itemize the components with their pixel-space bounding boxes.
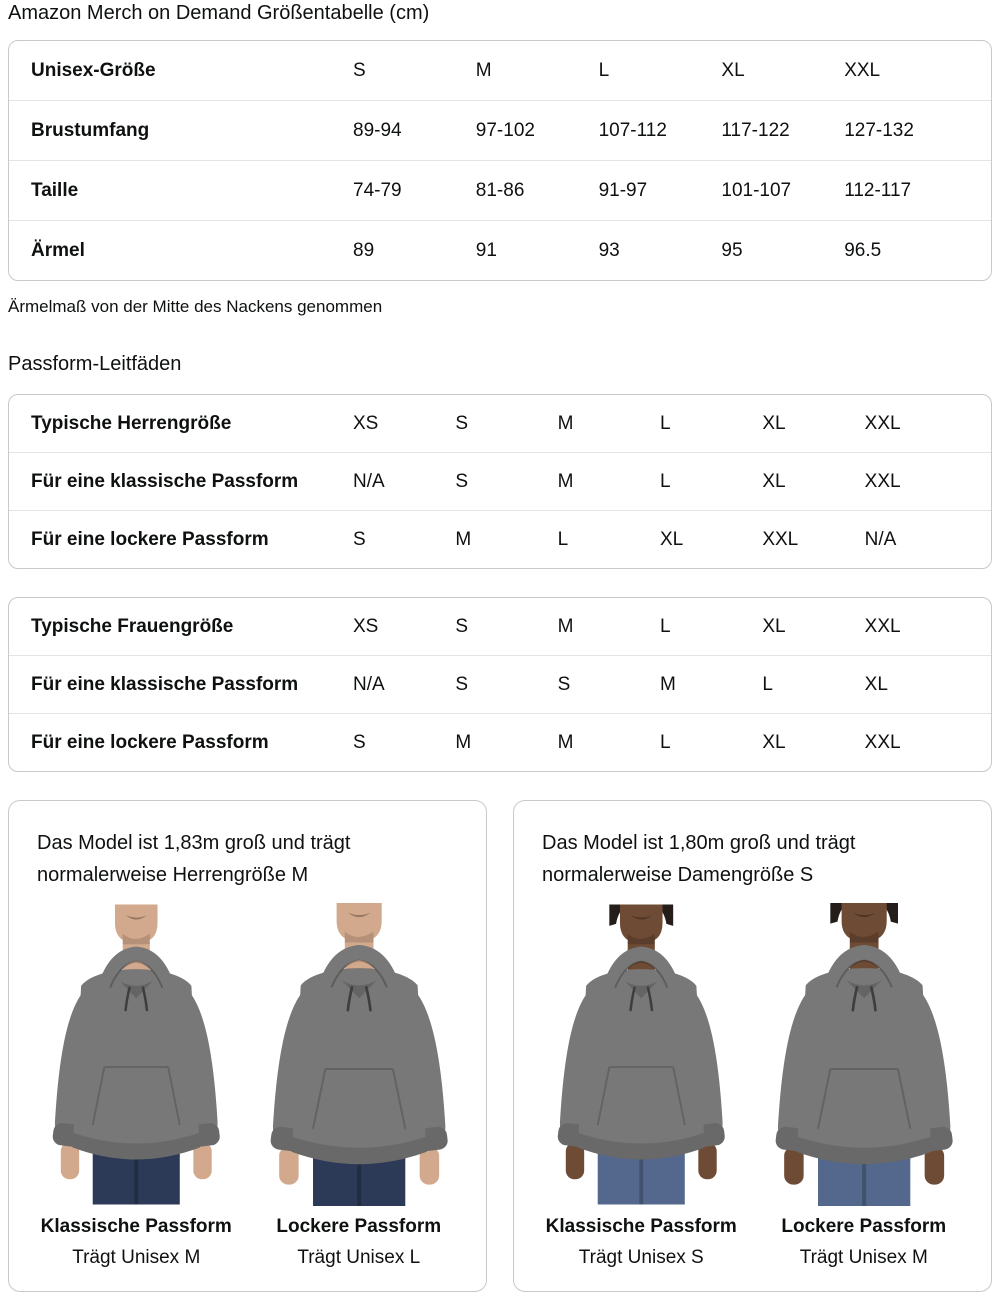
- cell-value: M: [557, 470, 574, 492]
- cell-value: XL: [762, 615, 786, 637]
- female-model-hoodie-image: [753, 903, 976, 1206]
- cell-value: 91-97: [598, 179, 648, 201]
- table-row-waist: [9, 160, 991, 220]
- row-label: Ärmel: [31, 239, 85, 261]
- cell-value: 127-132: [844, 119, 914, 141]
- size-col: XXL: [844, 59, 881, 81]
- model-description: Das Model ist 1,80m groß und trägt normalerweise Damengröße S: [542, 832, 856, 886]
- mens-fit-table: [8, 394, 992, 569]
- table-row-womens-loose: [9, 713, 991, 771]
- cell-value: S: [557, 673, 571, 695]
- fit-guides-heading: Passform-Leitfäden: [8, 353, 182, 375]
- table-row-mens-typical: [9, 395, 991, 452]
- cell-value: XL: [762, 412, 786, 434]
- cell-value: XS: [353, 615, 379, 637]
- model-photos: [25, 903, 470, 1269]
- table-row-mens-loose: [9, 510, 991, 568]
- cell-value: N/A: [353, 470, 385, 492]
- fit-caption: Klassische Passform: [545, 1216, 737, 1237]
- male-model-hoodie-image: [25, 903, 248, 1206]
- cell-value: 81-86: [475, 179, 525, 201]
- table-row-sleeve: [9, 220, 991, 280]
- model-card-men: [8, 800, 487, 1292]
- cell-value: S: [353, 731, 366, 753]
- cell-value: 107-112: [598, 119, 667, 141]
- cell-value: L: [660, 412, 671, 434]
- cell-value: 74-79: [353, 179, 402, 201]
- cell-value: L: [762, 673, 773, 695]
- cell-value: L: [660, 470, 671, 492]
- page-title: Amazon Merch on Demand Größentabelle (cm): [8, 2, 430, 24]
- cell-value: 91: [475, 239, 497, 261]
- row-label: Typische Frauengröße: [31, 615, 234, 637]
- fit-caption: Lockere Passform: [781, 1216, 947, 1237]
- size-table-header-row: [9, 41, 991, 100]
- fit-caption: Klassische Passform: [40, 1216, 232, 1237]
- cell-value: XS: [353, 412, 379, 434]
- cell-value: 93: [598, 239, 620, 261]
- row-label: Typische Herrengröße: [31, 412, 232, 434]
- size-col: L: [598, 59, 610, 81]
- row-label: Für eine klassische Passform: [31, 673, 299, 695]
- cell-value: XL: [660, 528, 684, 550]
- model-card-women: [513, 800, 992, 1292]
- cell-value: L: [557, 528, 569, 550]
- cell-value: XL: [864, 673, 888, 695]
- cell-value: M: [557, 412, 574, 434]
- model-description: Das Model ist 1,83m groß und trägt normalerweise Herrengröße M: [37, 832, 351, 886]
- row-label: Für eine lockere Passform: [31, 528, 269, 550]
- womens-fit-table: [8, 597, 992, 772]
- cell-value: M: [455, 528, 472, 550]
- cell-value: XXL: [864, 470, 901, 492]
- cell-value: M: [455, 731, 472, 753]
- cell-value: 89: [353, 239, 375, 261]
- cell-value: XL: [762, 731, 786, 753]
- cell-value: 112-117: [844, 179, 912, 201]
- cell-value: N/A: [864, 528, 897, 550]
- cell-value: 96.5: [844, 239, 882, 261]
- size-col: S: [353, 59, 366, 81]
- cell-value: S: [455, 470, 469, 492]
- model-cards: [8, 800, 992, 1292]
- cell-value: N/A: [353, 673, 385, 695]
- cell-value: 97-102: [475, 119, 535, 141]
- size-caption: Trägt Unisex L: [297, 1247, 421, 1268]
- row-label: Taille: [31, 179, 79, 201]
- model-photo-female-loose: [753, 903, 976, 1269]
- row-label: Unisex-Größe: [31, 59, 156, 81]
- size-caption: Trägt Unisex S: [578, 1247, 704, 1268]
- table-row-mens-classic: [9, 452, 991, 510]
- table-row-womens-typical: [9, 598, 991, 655]
- cell-value: 101-107: [721, 179, 792, 201]
- cell-value: XXL: [762, 528, 799, 550]
- cell-value: 117-122: [721, 119, 790, 141]
- cell-value: L: [660, 615, 671, 637]
- size-col: M: [475, 59, 492, 81]
- sleeve-measure-note: Ärmelmaß von der Mitte des Nackens genommen: [8, 297, 383, 316]
- size-caption: Trägt Unisex M: [799, 1247, 928, 1268]
- cell-value: M: [557, 615, 574, 637]
- fit-caption: Lockere Passform: [276, 1216, 442, 1237]
- cell-value: M: [660, 673, 676, 695]
- model-photo-male-loose: [248, 903, 471, 1269]
- female-model-hoodie-image: [530, 903, 753, 1206]
- model-photo-female-classic: [530, 903, 753, 1269]
- cell-value: XXL: [864, 412, 901, 434]
- cell-value: S: [455, 615, 469, 637]
- cell-value: 89-94: [353, 119, 402, 141]
- row-label: Für eine klassische Passform: [31, 470, 299, 492]
- cell-value: XL: [762, 470, 786, 492]
- cell-value: S: [455, 673, 469, 695]
- size-col: XL: [721, 59, 745, 81]
- table-row-chest: [9, 100, 991, 160]
- cell-value: S: [353, 528, 366, 550]
- cell-value: 95: [721, 239, 743, 261]
- row-label: Für eine lockere Passform: [31, 731, 269, 753]
- male-model-hoodie-image: [248, 903, 471, 1206]
- cell-value: L: [660, 731, 671, 753]
- size-caption: Trägt Unisex M: [72, 1247, 201, 1268]
- unisex-size-table: [8, 40, 992, 281]
- cell-value: S: [455, 412, 469, 434]
- cell-value: XXL: [864, 615, 901, 637]
- cell-value: M: [557, 731, 574, 753]
- model-photos: [530, 903, 975, 1269]
- cell-value: XXL: [864, 731, 901, 753]
- table-row-womens-classic: [9, 655, 991, 713]
- row-label: Brustumfang: [31, 119, 150, 141]
- model-photo-male-classic: [25, 903, 248, 1269]
